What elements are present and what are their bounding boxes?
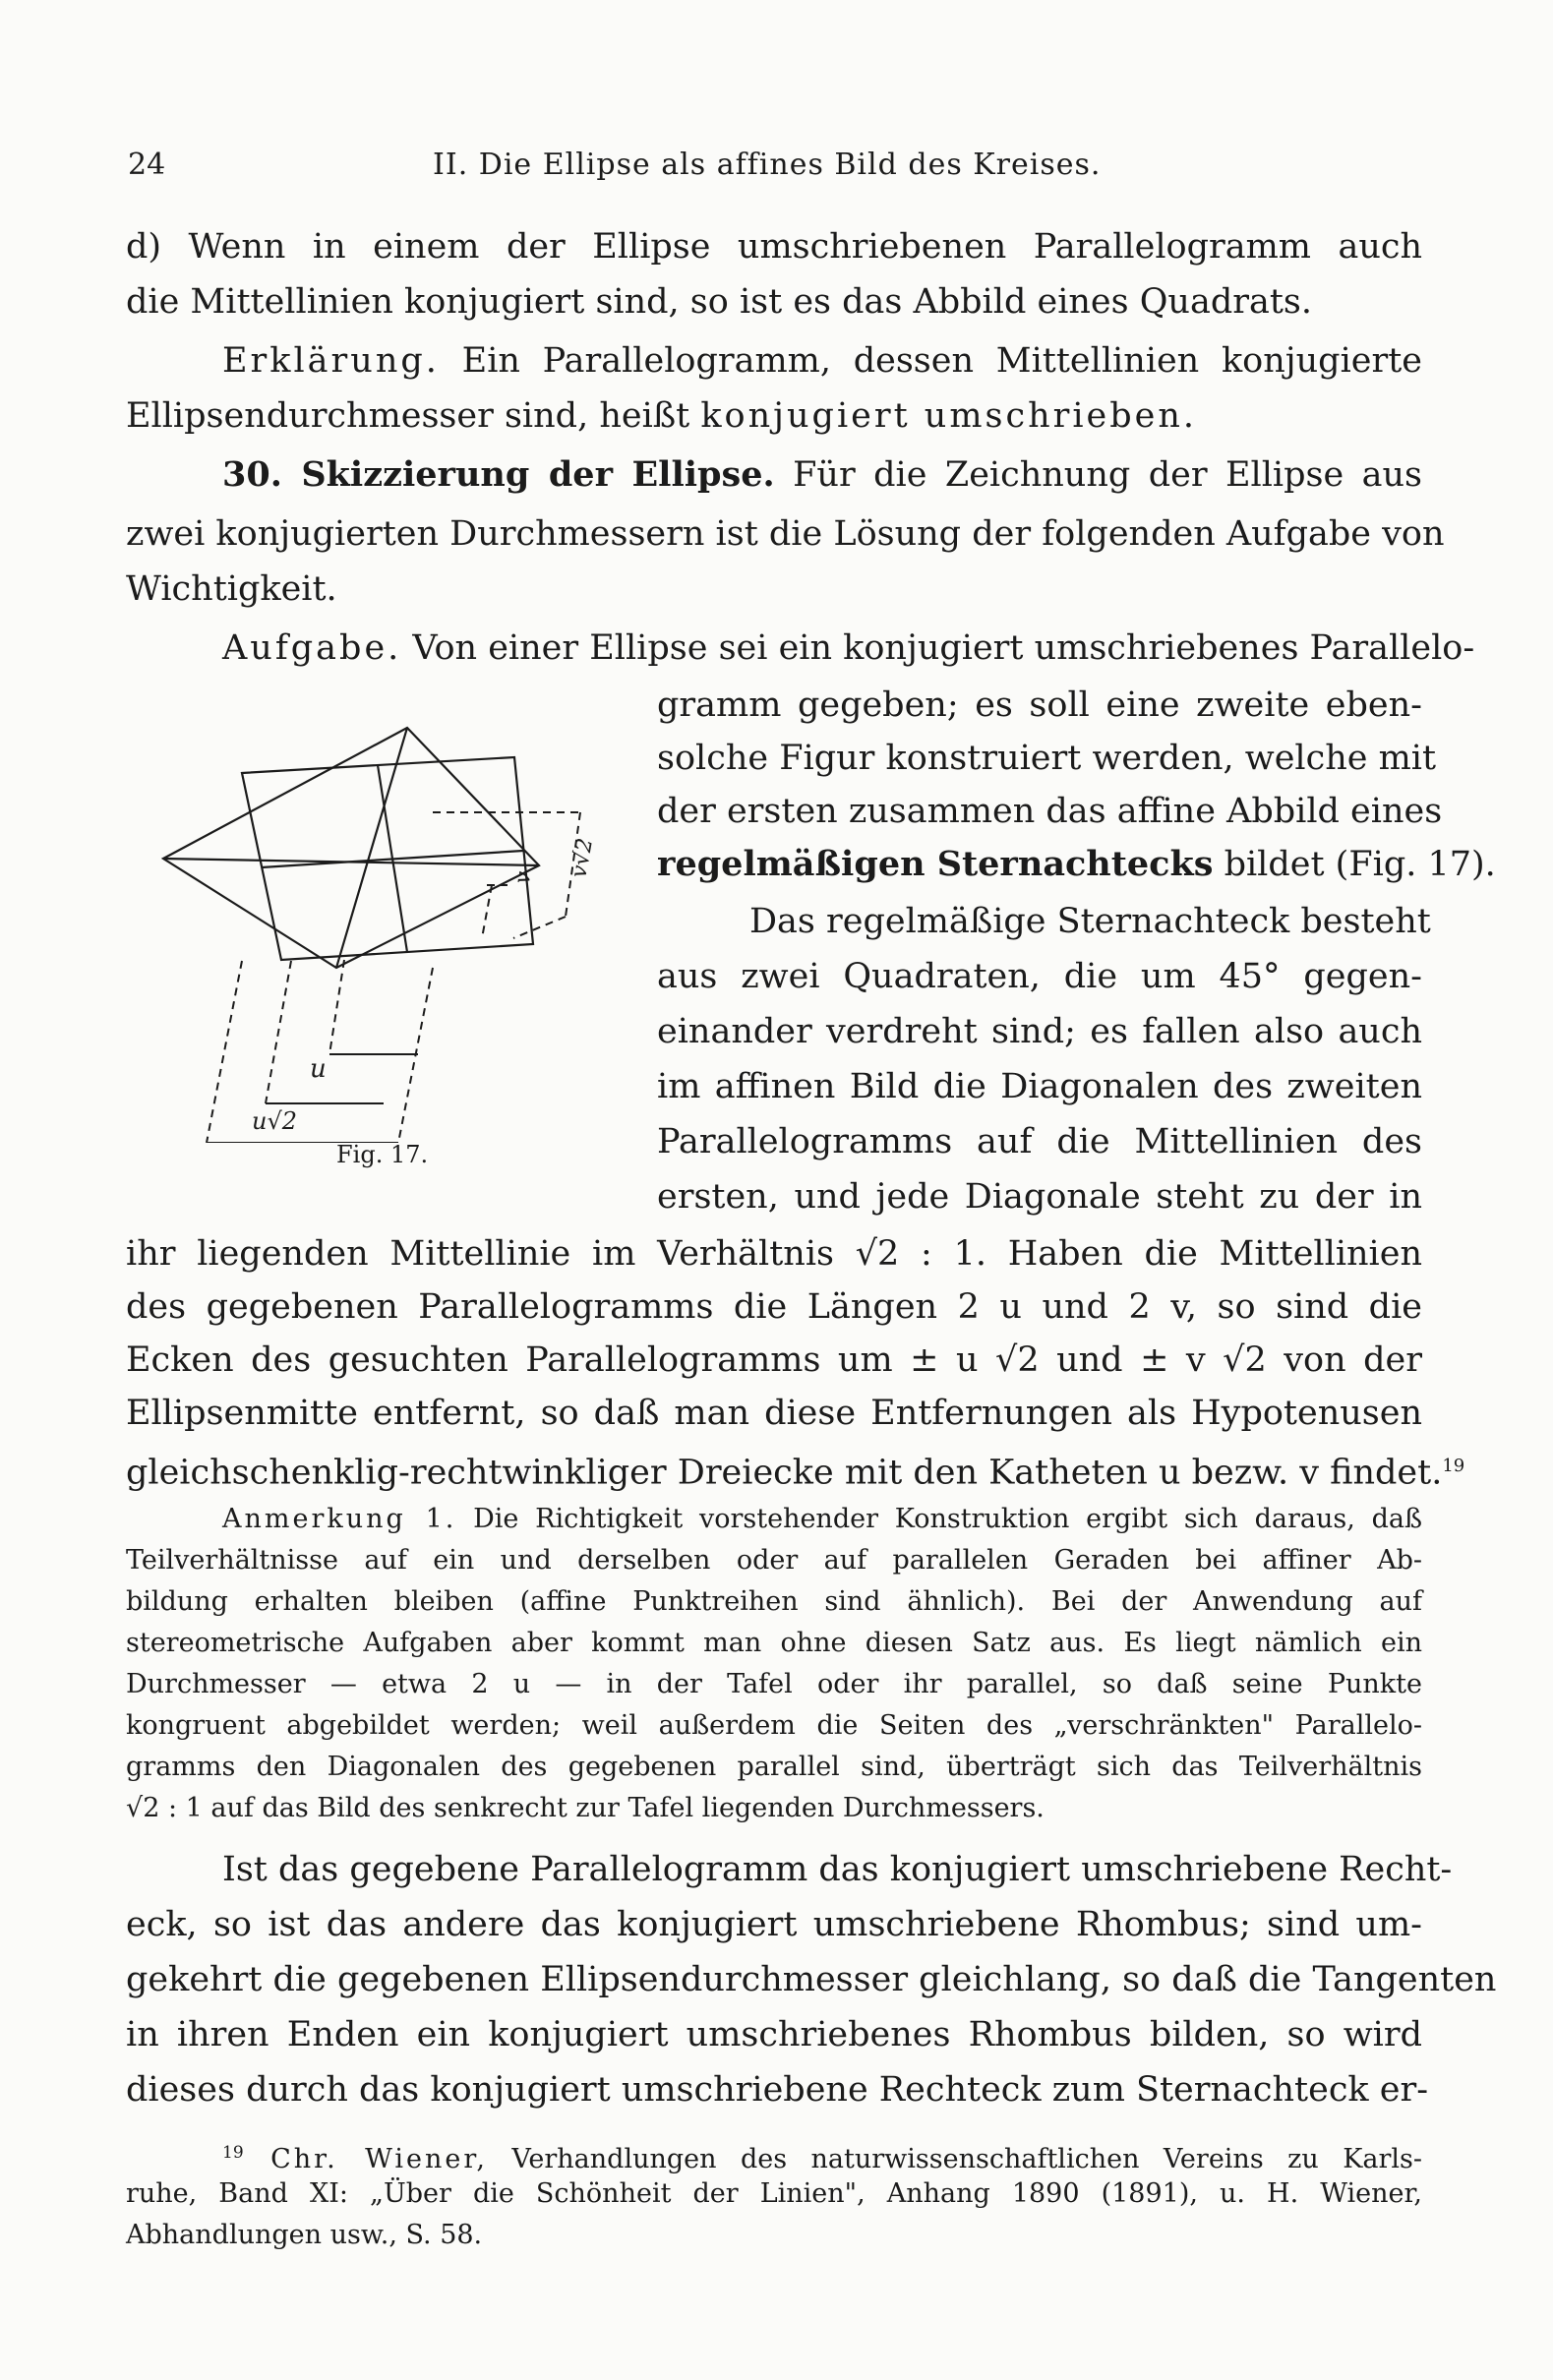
note-line: gramms den Diagonalen des gegebenen parallel sind, überträgt sich das Teilverhältnis [126, 1752, 1422, 1782]
text-span: Verhandlungen des naturwissenschaftlichen Vereins zu Karls- [487, 2144, 1422, 2174]
figure-label-u: u [310, 1054, 327, 1084]
note-line: Durchmesser — etwa 2 u — in der Tafel oder ihr parallel, so daß seine Punkte [126, 1669, 1422, 1699]
text-span: Ellipsendurchmesser sind, heißt [126, 396, 701, 436]
text-line [126, 393, 1422, 439]
term-erklaerung: Erklärung. [222, 341, 440, 381]
figure-caption: Fig. 17. [336, 1141, 429, 1168]
note-line: stereometrische Aufgaben aber kommt man ohne diesen Satz aus. Es liegt nämlich ein [126, 1628, 1422, 1658]
term-anmerkung: Anmerkung 1. [222, 1504, 457, 1534]
text-line: des gegebenen Parallelogramms die Längen 2 u und 2 v, so sind die [126, 1287, 1422, 1327]
text-span: bildet (Fig. 17). [1213, 845, 1496, 884]
note-line: Teilverhältnisse auf ein und derselben oder auf parallelen Geraden bei affiner Ab- [126, 1545, 1422, 1576]
text-line: ihr liegenden Mittellinie im Verhältnis √2 : 1. Haben die Mittellinien [126, 1234, 1422, 1274]
footnote-author: Chr. Wiener, [243, 2144, 488, 2174]
text-line [126, 338, 1422, 384]
text-line: im affinen Bild die Diagonalen des zweiten [657, 1067, 1422, 1106]
text-line: ersten, und jede Diagonale steht zu der in [657, 1177, 1422, 1217]
term-sternachteck: regelmäßigen Sternachtecks [657, 844, 1214, 884]
figure-label-vsqrt2: v√2 [567, 836, 599, 880]
text-line: Das regelmäßige Sternachteck besteht [749, 902, 1431, 941]
text-span: Von einer Ellipse sei ein konjugiert umschriebenes Parallelo- [401, 628, 1475, 668]
text-line: Parallelogramms auf die Mittellinien des [657, 1122, 1422, 1161]
footnote-line [126, 2134, 1422, 2178]
text-line: Ecken des gesuchten Parallelogramms um ± u √2 und ± v √2 von der [126, 1340, 1422, 1380]
text-line: Ellipsenmitte entfernt, so daß man diese Entfernungen als Hypotenusen [126, 1394, 1422, 1433]
note-line [126, 1501, 1422, 1538]
text-span: Ein Parallelogramm, dessen Mittellinien konjugierte [439, 341, 1422, 381]
text-line: zwei konjugierten Durchmessern ist die Lösung der folgenden Aufgabe von [126, 514, 1445, 554]
text-line [126, 625, 1475, 671]
figure-17-diagram [148, 710, 610, 1143]
text-line: der ersten zusammen das affine Abbild eines [657, 792, 1443, 831]
text-line: in ihren Enden ein konjugiert umschriebenes Rhombus bilden, so wird [126, 2015, 1422, 2054]
text-line [126, 452, 1422, 498]
text-line: solche Figur konstruiert werden, welche mit [657, 739, 1437, 778]
footnote-line: ruhe, Band XI: „Über die Schönheit der Linien", Anhang 1890 (1891), u. H. Wiener, [126, 2178, 1422, 2209]
footnote-number: 19 [222, 2143, 244, 2163]
text-line: dieses durch das konjugiert umschriebene Rechteck zum Sternachteck er- [126, 2070, 1429, 2110]
text-line: d) Wenn in einem der Ellipse umschriebenen Parallelogramm auch [126, 227, 1422, 267]
text-line: eck, so ist das andere das konjugiert umschriebene Rhombus; sind um- [126, 1905, 1422, 1944]
text-line: gekehrt die gegebenen Ellipsendurchmesser gleichlang, so daß die Tangenten [126, 1960, 1497, 1999]
text-line: Wichtigkeit. [126, 569, 337, 609]
note-line: bildung erhalten bleiben (affine Punktreihen sind ähnlich). Bei der Anwendung auf [126, 1586, 1422, 1617]
running-title: II. Die Ellipse als affines Bild des Kreises. [433, 148, 1102, 182]
text-span: Für die Zeichnung der Ellipse aus [774, 455, 1423, 495]
text-line: Ist das gegebene Parallelogramm das konjugiert umschriebene Recht- [222, 1850, 1453, 1889]
text-line [657, 842, 1496, 887]
text-line: aus zwei Quadraten, die um 45° gegen- [657, 957, 1422, 996]
text-line: die Mittellinien konjugiert sind, so ist es das Abbild eines Quadrats. [126, 282, 1312, 322]
text-line: einander verdreht sind; es fallen also auch [657, 1012, 1422, 1051]
term-konjugiert: konjugiert umschrieben. [700, 396, 1198, 436]
note-line: √2 : 1 auf das Bild des senkrecht zur Tafel liegenden Durchmessers. [126, 1793, 1045, 1823]
figure-label-usqrt2: u√2 [252, 1107, 298, 1135]
text-span: gleichschenklig-rechtwinkliger Dreiecke mit den Katheten u bezw. v findet. [126, 1453, 1443, 1493]
text-line [126, 1444, 1465, 1496]
section-heading: 30. Skizzierung der Ellipse. [222, 454, 775, 495]
footnote-ref: 19 [1442, 1456, 1465, 1476]
page-number: 24 [128, 148, 166, 182]
figure-label-v: v [509, 869, 537, 886]
text-line: gramm gegeben; es soll eine zweite eben- [657, 685, 1422, 725]
footnote-line: Abhandlungen usw., S. 58. [126, 2220, 483, 2250]
note-line: kongruent abgebildet werden; weil außerdem die Seiten des „verschränkten" Parallelo- [126, 1710, 1422, 1741]
text-span: Die Richtigkeit vorstehender Konstruktion ergibt sich daraus, daß [456, 1504, 1422, 1534]
term-aufgabe: Aufgabe. [222, 628, 402, 668]
